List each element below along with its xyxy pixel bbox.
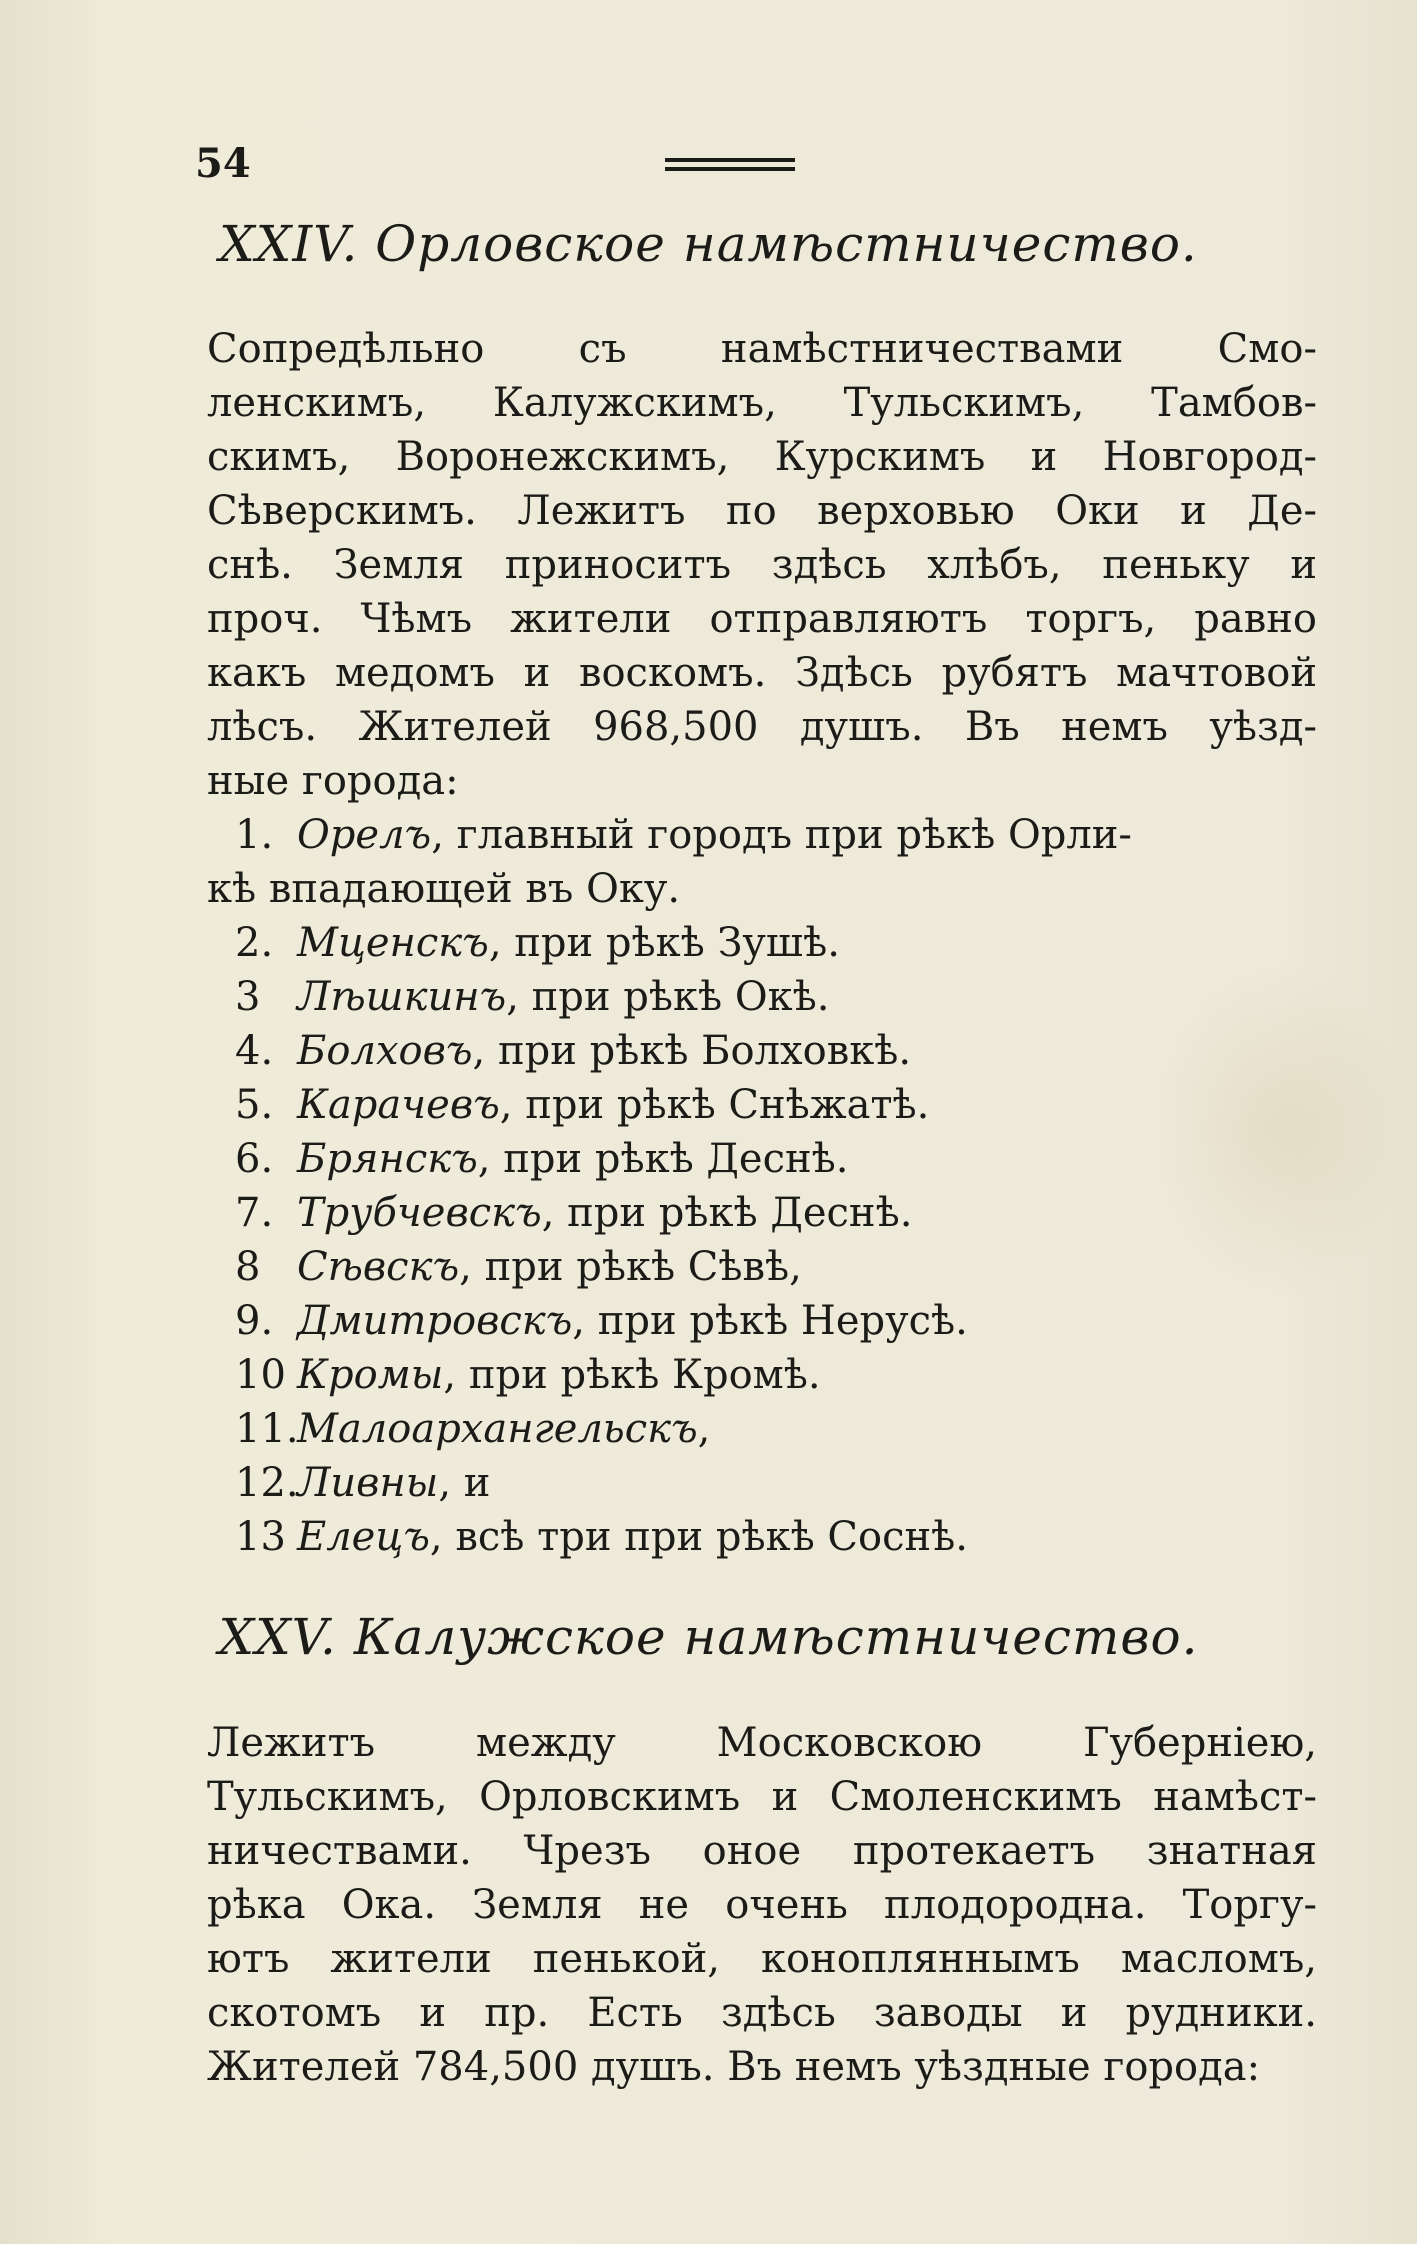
text-line: Сѣверскимъ. Лежитъ по верховью Оки и Де- xyxy=(207,488,1317,534)
text-line: скимъ, Воронежскимъ, Курскимъ и Новгород- xyxy=(207,434,1317,480)
town-number: 5. xyxy=(235,1082,274,1128)
list-item xyxy=(235,1024,1325,1078)
town-number: 3 xyxy=(235,974,261,1020)
town-description: , при рѣкѣ Снѣжатѣ. xyxy=(499,1082,930,1128)
list-item xyxy=(235,1078,1325,1132)
town-name: Сѣвскъ xyxy=(297,1244,460,1290)
town-name: Ливны xyxy=(297,1460,439,1506)
town-name: Брянскъ xyxy=(297,1136,478,1182)
list-item xyxy=(235,1186,1325,1240)
section1-paragraph xyxy=(207,322,1317,808)
text-line: рѣка Ока. Земля не очень плодородна. Торгу- xyxy=(207,1882,1317,1928)
town-name: Карачевъ xyxy=(297,1082,500,1128)
town-number: 8 xyxy=(235,1244,261,1290)
town-number: 12. xyxy=(235,1460,299,1506)
town-number: 6. xyxy=(235,1136,274,1182)
town-number: 2. xyxy=(235,920,274,966)
town-name: Мценскъ xyxy=(297,920,489,966)
town-name: Кромы xyxy=(297,1352,444,1398)
town-description: , всѣ три при рѣкѣ Соснѣ. xyxy=(429,1514,969,1560)
text-line: ленскимъ, Калужскимъ, Тульскимъ, Тамбов- xyxy=(207,380,1317,426)
text-line: снѣ. Земля приноситъ здѣсь хлѣбъ, пеньку и xyxy=(207,542,1317,588)
town-name: Малоархангельскъ xyxy=(297,1406,698,1452)
text-line: скотомъ и пр. Есть здѣсь заводы и рудники. xyxy=(207,1990,1317,2036)
town-description: , при рѣкѣ Кромѣ. xyxy=(443,1352,821,1398)
town-description: , при рѣкѣ Деснѣ. xyxy=(477,1136,849,1182)
town-name: Лѣшкинъ xyxy=(297,974,507,1020)
town-description: , xyxy=(697,1406,711,1452)
text-line: ничествами. Чрезъ оное протекаетъ знатная xyxy=(207,1828,1317,1874)
list-item xyxy=(235,1294,1325,1348)
list-item xyxy=(235,970,1325,1024)
town-number: 9. xyxy=(235,1298,274,1344)
section-title-xxv: XXV. Калужское намѣстничество. xyxy=(218,1608,1199,1666)
town-number: 1. xyxy=(235,812,274,858)
list-item xyxy=(235,1510,1325,1564)
text-line: Сопредѣльно съ намѣстничествами Смо- xyxy=(207,326,1317,372)
list-item xyxy=(235,808,1325,862)
list-item xyxy=(235,1240,1325,1294)
town-number: 13 xyxy=(235,1514,286,1560)
town-number: 10 xyxy=(235,1352,286,1398)
text-line: лѣсъ. Жителей 968,500 душъ. Въ немъ уѣзд- xyxy=(207,704,1317,750)
town-description: , при рѣкѣ Окѣ. xyxy=(506,974,830,1020)
text-line: Жителей 784,500 душъ. Въ немъ уѣздные города: xyxy=(207,2044,1261,2090)
town-description: , при рѣкѣ Нерусѣ. xyxy=(572,1298,968,1344)
town-number: 7. xyxy=(235,1190,274,1236)
town-name: Орелъ xyxy=(297,812,432,858)
town-name: Болховъ xyxy=(297,1028,473,1074)
town-number: 4. xyxy=(235,1028,274,1074)
header-rule xyxy=(665,158,795,176)
section-title-xxiv: XXIV. Орловское намѣстничество. xyxy=(219,215,1198,273)
town-description: , при рѣкѣ Зушѣ. xyxy=(488,920,840,966)
town-description: , при рѣкѣ Сѣвѣ, xyxy=(459,1244,802,1290)
list-item xyxy=(235,1402,1325,1456)
town-description: , при рѣкѣ Деснѣ. xyxy=(541,1190,913,1236)
town-description: , главный городъ при рѣкѣ Орли- xyxy=(431,812,1132,858)
town-name: Дмитровскъ xyxy=(297,1298,573,1344)
text-line: какъ медомъ и воскомъ. Здѣсь рубятъ мачтовой xyxy=(207,650,1317,696)
town-name: Трубчевскъ xyxy=(297,1190,542,1236)
text-line: Лежитъ между Московскою Губерніею, xyxy=(207,1720,1317,1766)
town-description: , при рѣкѣ Болховкѣ. xyxy=(472,1028,912,1074)
text-line: ные города: xyxy=(207,758,459,804)
list-item xyxy=(235,1132,1325,1186)
town-description: , и xyxy=(438,1460,491,1506)
text-line: проч. Чѣмъ жители отправляютъ торгъ, равно xyxy=(207,596,1317,642)
text-line: Тульскимъ, Орловскимъ и Смоленскимъ намѣст- xyxy=(207,1774,1317,1820)
section2-paragraph xyxy=(207,1716,1317,2094)
list-item xyxy=(235,1456,1325,1510)
page-number: 54 xyxy=(195,140,251,187)
town-list xyxy=(207,808,1325,1564)
list-item xyxy=(235,916,1325,970)
town-number: 11. xyxy=(235,1406,299,1452)
text-line: ютъ жители пенькой, конопляннымъ масломъ, xyxy=(207,1936,1317,1982)
list-item xyxy=(235,1348,1325,1402)
town-name: Елецъ xyxy=(297,1514,430,1560)
list-item-continuation: кѣ впадающей въ Оку. xyxy=(207,866,681,912)
